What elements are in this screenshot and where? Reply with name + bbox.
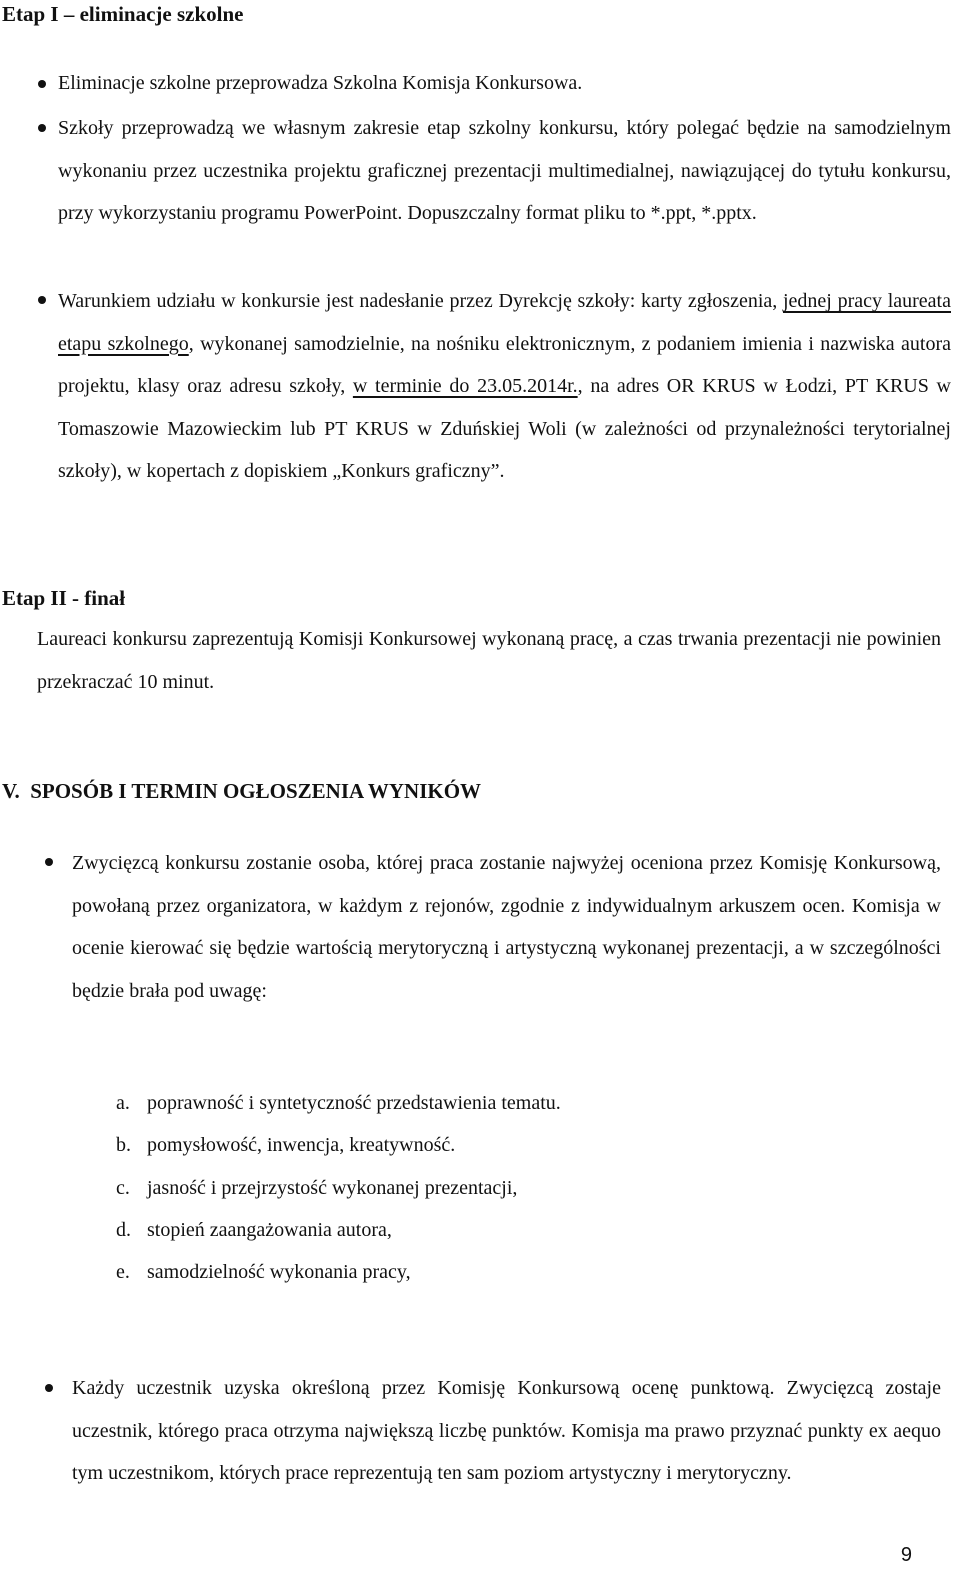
bullet-dot	[45, 1384, 53, 1392]
bullet-dot	[45, 858, 53, 866]
etap1-bullet1: Eliminacje szkolne przeprowadza Szkolna Komisja Konkursowa.	[58, 72, 583, 94]
criteria-item: a. poprawność i syntetyczność przedstawienia tematu.	[116, 1092, 561, 1114]
criteria-item: c. jasność i przejrzystość wykonanej prezentacji,	[116, 1177, 518, 1199]
criteria-item: d. stopień zaangażowania autora,	[116, 1219, 392, 1241]
criteria-item: e. samodzielność wykonania pracy,	[116, 1261, 411, 1283]
section5-bullet1: Zwycięzcą konkursu zostanie osoba, której praca zostanie najwyżej oceniona przez Komisję Konkursową, powołaną przez organizatora, w każdym z rejonów, zgodnie z indywidualnym arkuszem ocen. Komisja w ocenie kierować się będzie wartością merytoryczną i artystyczną wykonanej prezentacji, a w szczególności będzie brała pod uwagę:	[72, 852, 941, 1002]
bullet-dot	[38, 80, 46, 88]
section5-heading: V. SPOSÓB I TERMIN OGŁOSZENIA WYNIKÓW	[2, 779, 482, 803]
criteria-item: b. pomysłowość, inwencja, kreatywność.	[116, 1134, 456, 1156]
etap1-bullet3	[58, 280, 951, 493]
bullet3-text-2: , wykonanej samodzielnie, na nośniku elektronicznym, z podaniem imienia i nazwiska autora projektu, klasy oraz adresu szkoły,	[58, 332, 951, 397]
bullet3-text-3: , na adres OR KRUS w Łodzi, PT KRUS w Tomaszowie Mazowieckim lub PT KRUS w Zduńskiej Woli (w zależności od przynależności terytorialnej szkoły), w kopertach z dopiskiem „Konkurs graficzny”.	[58, 375, 951, 482]
bullet-dot	[38, 296, 46, 304]
etap1-bullet2: Szkoły przeprowadzą we własnym zakresie etap szkolny konkursu, który polegać będzie na samodzielnym wykonaniu przez uczestnika projektu graficznej prezentacji multimedialnej, nawiązującej do tytułu konkursu, przy wykorzystaniu programu PowerPoint. Dopuszczalny format pliku to *.ppt, *.pptx.	[58, 117, 951, 224]
page-number: 9	[900, 1544, 912, 1566]
bullet3-underlined-2: w terminie do 23.05.2014r.	[352, 375, 578, 397]
section5-bullet2: Każdy uczestnik uzyska określoną przez Komisję Konkursową ocenę punktową. Zwycięzcą zostaje uczestnik, którego praca otrzyma największą liczbę punktów. Komisja ma prawo przyznać punkty ex aequo tym uczestnikom, których prace reprezentują ten sam poziom artystyczny i merytoryczny.	[72, 1377, 941, 1484]
etap1-heading: Etap I – eliminacje szkolne	[2, 2, 244, 26]
bullet3-text-1: Warunkiem udziału w konkursie jest nadesłanie przez Dyrekcję szkoły: karty zgłoszenia,	[58, 290, 783, 312]
etap2-heading: Etap II - finał	[2, 586, 126, 610]
bullet-dot	[38, 124, 46, 132]
bullet3-underlined-1: jednej pracy laureata etapu szkolnego	[58, 290, 951, 355]
etap2-text: Laureaci konkursu zaprezentują Komisji Konkursowej wykonaną pracę, a czas trwania prezentacji nie powinien przekraczać 10 minut.	[37, 628, 941, 693]
